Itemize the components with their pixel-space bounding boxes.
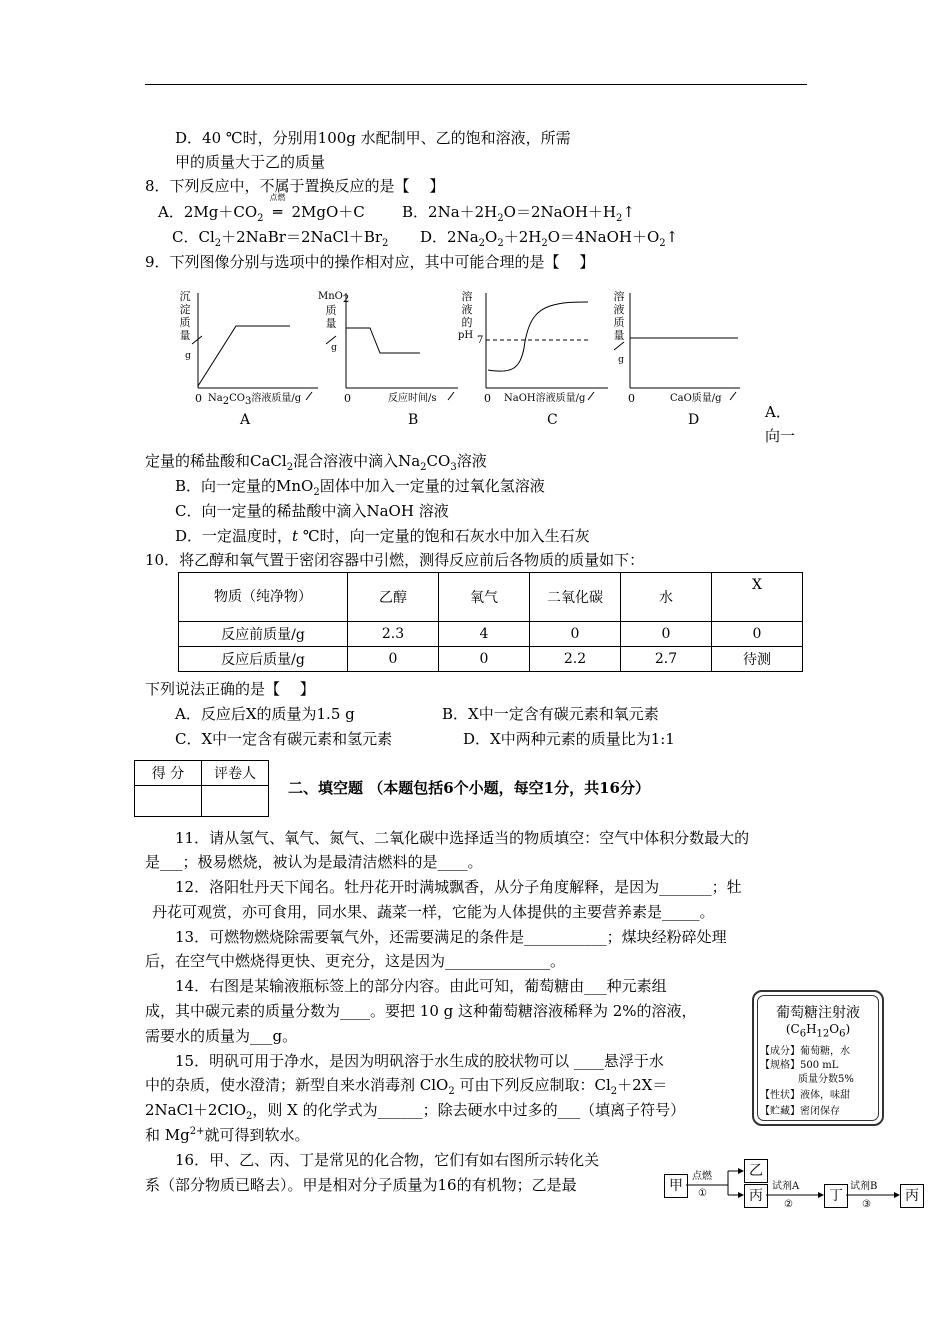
yunit: g: [185, 351, 191, 361]
step-3: ③: [862, 1199, 871, 1210]
q8-option-d: D．$2Na_2O_2+2H_2O=4NaOH+O_2↑$: [420, 228, 679, 249]
q11-line2: 是___；极易燃烧，被认为是最清洁燃料的是____。: [145, 853, 483, 871]
score-table: [134, 760, 269, 817]
q12-line1: 12．洛阳牡丹天下闻名。牡丹花开时满城飘香，从分子角度解释，是因为_______；牡: [175, 878, 742, 896]
yunit: g: [331, 343, 337, 353]
ylabel-ph: pH: [458, 330, 474, 341]
xlabel: NaOH溶液质量/g: [504, 393, 586, 404]
score-cell[interactable]: [135, 786, 202, 817]
ylabel-4: 量: [613, 329, 625, 342]
graph-c-plot: [458, 288, 608, 408]
q16-line2: 系（部分物质已略去）。甲是相对分子质量为16的有机物；乙是最: [145, 1176, 577, 1194]
table-cell: 0: [621, 622, 712, 647]
table-row: [179, 647, 803, 672]
graph-a-caption: A: [240, 412, 251, 428]
q7-option-d-cont: 甲的质量大于乙的质量: [175, 153, 326, 171]
label-row: 【规格】500 mL: [760, 1060, 839, 1071]
xlabel: CaO质量/g: [670, 393, 722, 404]
graph-d: [610, 288, 755, 428]
label-row: 【性状】液体，味甜: [760, 1090, 850, 1101]
q11-line1: 11．请从氢气、氧气、氮气、二氧化碳中选择适当的物质填空：空气中体积分数最大的: [175, 829, 750, 847]
header-cell: 氧气: [439, 573, 530, 622]
table-cell: 2.2: [530, 647, 621, 672]
table-cell: 2.3: [348, 622, 439, 647]
cond-ignite: 点燃: [692, 1171, 712, 1182]
header-cell: 水: [621, 573, 712, 622]
q13-line2: 后，在空气中燃烧得更快、更充分，这是因为______________。: [145, 952, 566, 970]
ph-7: 7: [477, 335, 484, 346]
ylabel-4: 量: [179, 329, 191, 342]
label-row: 质量分数5%: [798, 1074, 854, 1085]
table-header-row: [179, 573, 803, 622]
header-cell: 物质（纯净物）: [179, 573, 348, 622]
ylabel-3: 质: [613, 316, 625, 329]
q10-stem: 10．将乙醇和氧气置于密闭容器中引燃，测得反应前后各物质的质量如下：: [145, 551, 645, 569]
condition-ignite: 点燃: [269, 193, 286, 202]
table-cell: 0: [439, 647, 530, 672]
node-bing-2: 丙: [900, 1184, 924, 1208]
step-1: ①: [698, 1188, 707, 1199]
q15-line2: 中的杂质，使水澄清；新型自来水消毒剂 ClO$_2$ 可由下列反应制取：$Cl_2+2X=$: [145, 1076, 668, 1097]
graph-d-caption: D: [688, 412, 700, 428]
q9-option-c: C．向一定量的稀盐酸中滴入NaOH 溶液: [175, 502, 449, 520]
table-cell: 0: [712, 622, 803, 647]
graph-a-plot: [178, 288, 323, 408]
q10-option-a: A．反应后X的质量为1.5 g: [175, 705, 355, 723]
grader-cell[interactable]: [202, 786, 269, 817]
q9-option-a-cont: 向一: [765, 427, 796, 445]
ylabel-2: 液: [613, 303, 625, 316]
q16-line1: 16．甲、乙、丙、丁是常见的化合物，它们有如右图所示转化关: [175, 1151, 600, 1169]
header-cell: X: [712, 573, 803, 622]
header-cell: 乙醇: [348, 573, 439, 622]
q9-stem: 9．下列图像分别与选项中的操作相对应，其中可能合理的是【 】: [145, 253, 595, 271]
origin: 0: [195, 392, 202, 405]
graph-b: [318, 288, 463, 428]
node-yi: 乙: [744, 1159, 768, 1183]
ylabel-2: 液: [461, 303, 473, 316]
graph-a: [178, 288, 323, 428]
q14-line1: 14．右图是某输液瓶标签上的部分内容。由此可知，葡萄糖由___种元素组: [175, 977, 667, 995]
header-cell: 二氧化碳: [530, 573, 621, 622]
q10-after: 下列说法正确的是【 】: [145, 680, 315, 698]
q15-line4: 和 $Mg^{2+}$就可得到软水。: [145, 1126, 310, 1144]
q12-line2: 丹花可观赏，亦可食用，同水果、蔬菜一样，它能为人体提供的主要营养素是_____。: [152, 903, 715, 921]
q7-option-d: D．40 ℃时，分别用100g 水配制甲、乙的饱和溶液，所需: [175, 129, 571, 147]
label-row: 【成分】葡萄糖，水: [760, 1046, 850, 1057]
q10-option-c: C．X中一定含有碳元素和氢元素: [175, 730, 393, 748]
glucose-label: [752, 990, 884, 1126]
ylabel-1: 溶: [461, 290, 473, 303]
q10-option-b: B．X中一定含有碳元素和氧元素: [442, 705, 659, 723]
cond-reagent-b: 试剂B: [850, 1181, 878, 1192]
ylabel-1: 沉: [179, 290, 191, 303]
table-cell: 0: [348, 647, 439, 672]
q15-line1: 15．明矾可用于净水，是因为明矾溶于水生成的胶状物可以 ____悬浮于水: [175, 1052, 664, 1070]
q9-option-d: D．一定温度时，t ℃时，向一定量的饱和石灰水中加入生石灰: [175, 527, 590, 545]
ylabel-1: 质: [325, 304, 337, 317]
q9-option-a-label: A．: [765, 403, 791, 421]
label-formula: $(C_6H_{12}O_6)$: [785, 1022, 851, 1040]
graph-c-caption: C: [547, 412, 558, 428]
q8-option-b: B．$2Na+2H_2O=2NaOH+H_2↑$: [402, 203, 635, 224]
table-cell: 反应前质量/g: [179, 622, 348, 647]
q15-line3: 2NaCl＋2ClO$_2$，则 X 的化学式为______；除去硬水中过多的___（填离子符号）: [145, 1101, 686, 1122]
q8-stem: 8．下列反应中，不属于置换反应的是【 】: [145, 177, 445, 195]
q14-line2: 成，其中碳元素的质量分数为____。要把 10 g 这种葡萄糖溶液稀释为 2%的溶液，: [145, 1002, 697, 1020]
label-row: 【贮藏】密闭保存: [760, 1106, 840, 1117]
node-jia: 甲: [664, 1174, 688, 1198]
graph-c: [458, 288, 603, 428]
q9-option-b: B．向一定量的MnO$_2$固体中加入一定量的过氧化氢溶液: [175, 477, 545, 498]
q8-option-a: A．$2Mg+CO_2$ 点燃 ═ 2MgO＋C: [158, 193, 365, 224]
grader-label: 评卷人: [202, 761, 269, 786]
step-2: ②: [784, 1199, 793, 1210]
ylabel-2: 淀: [179, 303, 191, 316]
origin: 0: [484, 392, 491, 405]
table-row: [179, 622, 803, 647]
table-cell: 反应后质量/g: [179, 647, 348, 672]
origin: 0: [344, 392, 351, 405]
node-ding: 丁: [824, 1184, 848, 1208]
ylabel-top: MnO$_2$: [318, 291, 350, 305]
origin: 0: [628, 392, 635, 405]
table-cell: 4: [439, 622, 530, 647]
table-cell: 0: [530, 622, 621, 647]
yunit: g: [618, 355, 624, 365]
cond-reagent-a: 试剂A: [772, 1181, 800, 1192]
curve: [346, 328, 420, 353]
curve: [198, 326, 290, 386]
ylabel-3: 质: [179, 316, 191, 329]
header-rule: [145, 84, 807, 85]
q13-line1: 13．可燃物燃烧除需要氧气外，还需要满足的条件是___________；煤块经粉碎处理: [175, 928, 727, 946]
ylabel-3: 的: [461, 316, 473, 329]
label-title: 葡萄糖注射液: [776, 1005, 860, 1021]
graph-d-plot: [610, 288, 755, 408]
q14-line3: 需要水的质量为___g。: [145, 1027, 298, 1045]
q10-table: [178, 572, 803, 672]
node-bing: 丙: [744, 1184, 768, 1208]
xlabel: 反应时间/s: [388, 393, 437, 404]
ylabel-2: 量: [325, 317, 337, 330]
q10-option-d: D．X中两种元素的质量比为1:1: [463, 730, 675, 748]
score-label: 得 分: [135, 761, 202, 786]
q8-option-c: C．$Cl_2+2NaBr=2NaCl+Br_2$: [172, 228, 389, 249]
graph-b-caption: B: [408, 412, 419, 428]
section2-title: 二、填空题 （本题包括6个小题，每空1分，共16分）: [288, 779, 650, 797]
table-cell: 2.7: [621, 647, 712, 672]
xlabel: $Na_2CO_3$溶液质量/g: [208, 393, 302, 407]
ylabel-1: 溶: [613, 290, 625, 303]
curve: [488, 302, 588, 371]
flow-diagram: [660, 1165, 930, 1245]
table-cell: 待测: [712, 647, 803, 672]
q9-option-a-line: 定量的稀盐酸和CaCl$_2$混合溶液中滴入$Na_2CO_3$溶液: [145, 452, 487, 473]
